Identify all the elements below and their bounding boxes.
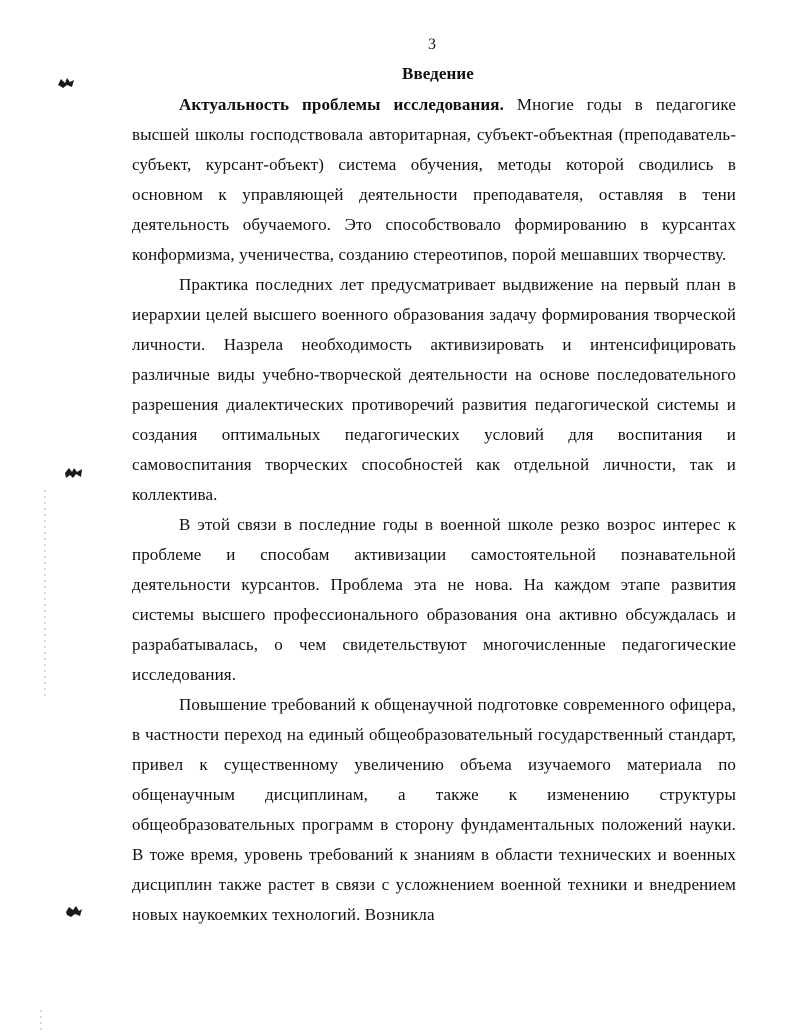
punch-hole-mark — [64, 904, 84, 918]
section-heading: Введение — [402, 64, 474, 83]
paragraph: Практика последних лет предусматривает выдвижение на первый план в иерархии целей высшего военного образования задачу формирования творческой личности. Назрела необходимость активизировать и интенсифицировать различные виды учебно-творческой деятельности на основе последовательного разрешения диалектических противоречий развития педагогической системы и создания оптимальных педагогических условий для воспитания и самовоспитания творческих способностей как отдельной личности, так и коллектива. — [132, 275, 736, 504]
paragraph: Повышение требований к общенаучной подготовке современного офицера, в частности переход на единый общеобразовательный государственный стандарт, привел к существенному увеличению объема изучаемого материала по общенаучным дисциплинам, а также к изменению структуры общеобразовательных программ в сторону фундаментальных положений науки. В тоже время, уровень требований к знаниям в области технических и военных дисциплин также растет в связи с усложнением военной техники и внедрением новых наукоемких технологий. Возникла — [132, 695, 736, 924]
text-body — [132, 62, 736, 930]
paragraph-lead: Актуальность проблемы исследования. — [179, 95, 504, 114]
paragraph: В этой связи в последние годы в военной школе резко возрос интерес к проблеме и способам активизации самостоятельной познавательной деятельности курсантов. Проблема эта не нова. На каждом этапе развития системы высшего профессионального образования она активно обсуждалась и разрабатывалась, о чем свидетельствуют многочисленные педагогические исследования. — [132, 515, 736, 684]
page-number: 3 — [428, 36, 436, 53]
punch-hole-mark — [56, 76, 76, 90]
punch-hole-mark — [64, 466, 84, 480]
paragraph-text: Многие годы в педагогике высшей школы господствовала авторитарная, субъект-объектная (преподаватель-субъект, курсант-объект) система обучения, методы которой сводились в основном к управляющей деятельности преподавателя, оставляя в тени деятельность обучаемого. Это способствовало формированию в курсантах конформизма, ученичества, созданию стереотипов, порой мешавших творчеству. — [132, 95, 736, 264]
scan-edge-noise — [44, 490, 46, 700]
paragraph-relevance — [132, 90, 736, 270]
scan-edge-noise — [40, 1010, 42, 1034]
